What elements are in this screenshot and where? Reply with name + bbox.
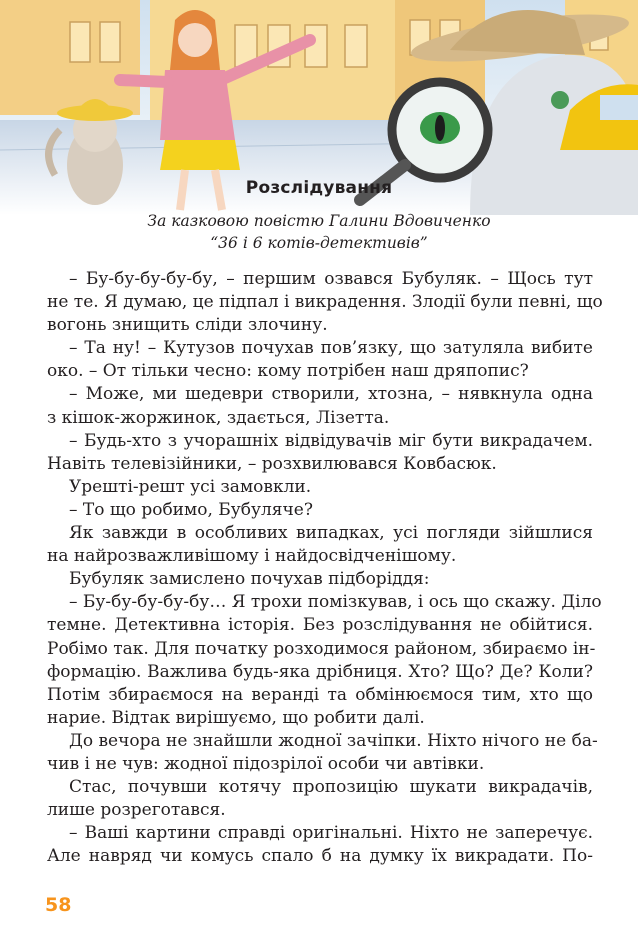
text-line: – Бу-бу-бу-бу-бу, – першим озвався Бубуляк. – Щось тут xyxy=(69,269,593,289)
text-line: лише розреготався. xyxy=(47,800,226,821)
source-attribution: За казковою повістю Галини Вдовиченко xyxy=(147,212,491,230)
text-line: чив і не чув: жодної підозрілої особи чи автівки. xyxy=(47,753,485,774)
text-line: формацію. Важлива будь-яка дрібниця. Хто? Що? Де? Коли? xyxy=(47,661,593,682)
text-line: не те. Я думаю, це підпал і викрадення. Злодії були певні, що xyxy=(47,292,603,313)
text-line: – Може, ми шедеври створили, хтозна, – нявкнула одна xyxy=(69,384,593,405)
text-line: з кішок-жоржинок, здається, Лізетта. xyxy=(47,407,390,428)
page-number: 58 xyxy=(45,894,72,916)
text-line: Навіть телевізійники, – розхвилювався Ковбасюк. xyxy=(47,453,497,474)
text-line: темне. Детективна історія. Без розслідування не обійтися. xyxy=(47,615,593,636)
text-line: – Будь-хто з учорашніх відвідувачів міг бути викрадачем. xyxy=(69,430,593,451)
story-text xyxy=(47,268,603,868)
text-line: нарие. Відтак вирішуємо, що робити далі. xyxy=(47,707,425,728)
text-line: Як завжди в особливих випадках, усі погляди зійшлися xyxy=(69,523,593,544)
text-line: Потім збираємося на веранді та обмінюємося тим, хто що xyxy=(47,684,593,705)
story-title: Розслідування xyxy=(245,178,393,198)
text-line: До вечора не знайшли жодної зачіпки. Ніхто нічого не ба- xyxy=(69,730,598,751)
text-line: Робімо так. Для початку розходимося районом, збираємо ін- xyxy=(47,638,596,659)
text-line: вогонь знищить сліди злочину. xyxy=(47,315,328,336)
text-line: – Ваші картини справді оригінальні. Ніхто не заперечує. xyxy=(69,823,593,844)
text-line: Стас, почувши котячу пропозицію шукати викрадачів, xyxy=(69,777,593,798)
text-line: – Та ну! – Кутузов почухав пов’язку, що затуляла вибите xyxy=(69,338,593,359)
text-line: Але навряд чи комусь спало б на думку їх викрадати. По- xyxy=(47,846,593,867)
text-line: Бубуляк замислено почухав підборіддя: xyxy=(69,569,430,590)
text-line: Урешті-решт усі замовкли. xyxy=(69,476,312,497)
source-book-title: “36 і 6 котів-детективів” xyxy=(210,234,428,252)
text-line: – То що робимо, Бубуляче? xyxy=(69,499,313,520)
text-line: око. – От тільки чесно: кому потрібен наш дряпопис? xyxy=(47,361,529,382)
text-line: на найрозважливішому і найдосвідченішому. xyxy=(47,546,457,567)
text-line: – Бу-бу-бу-бу-бу… Я трохи помізкував, і ось що скажу. Діло xyxy=(69,592,602,613)
